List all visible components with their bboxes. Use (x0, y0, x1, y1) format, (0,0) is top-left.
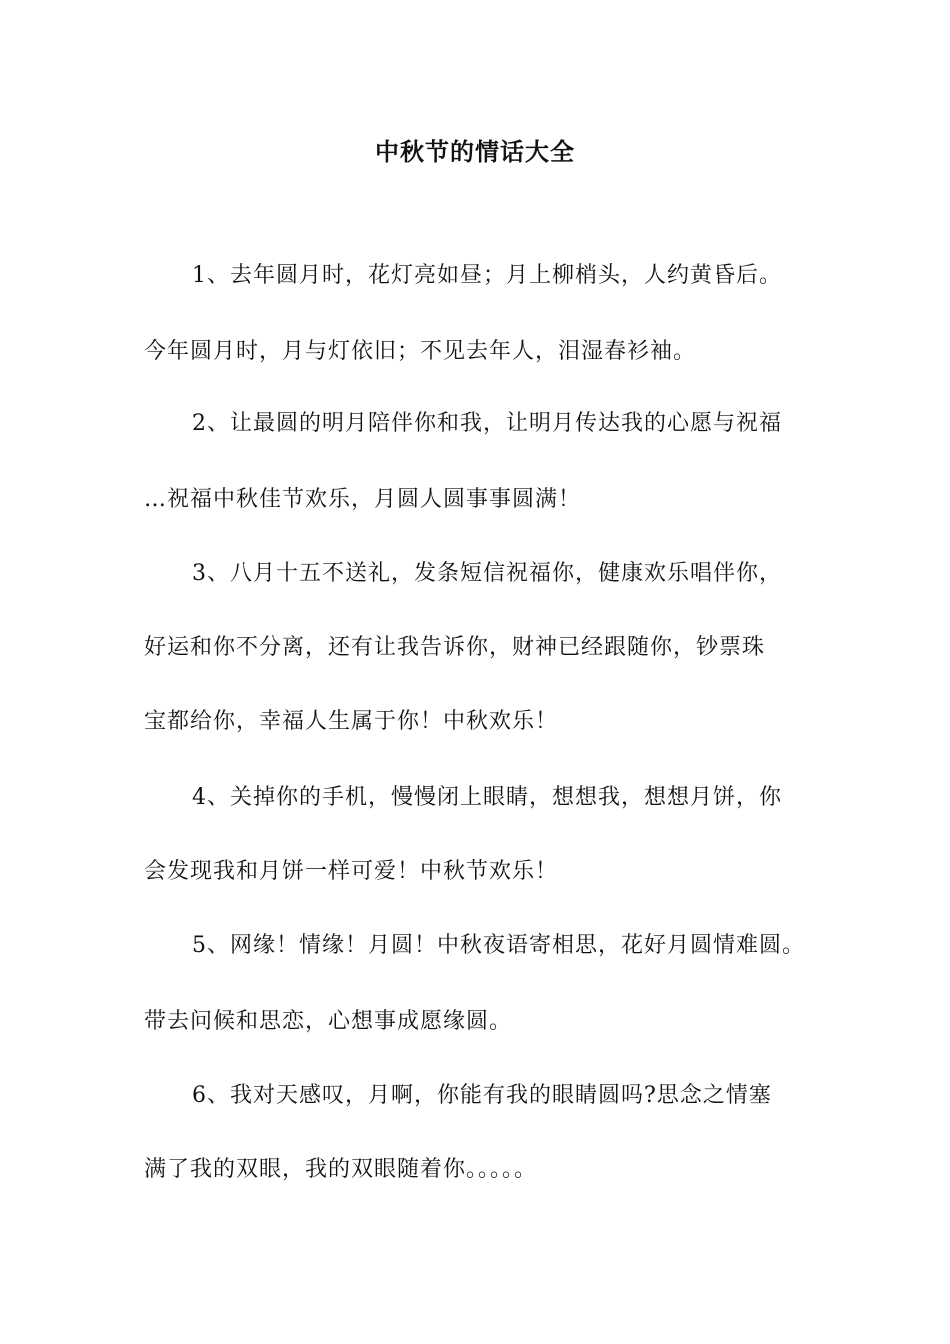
text-line: …祝福中秋佳节欢乐，月圆人圆事事圆满！ (144, 487, 582, 512)
text-line: 满了我的双眼，我的双眼随着你。。。。。 (144, 1157, 538, 1182)
text-line: 宝都给你，幸福人生属于你！中秋欢乐！ (144, 709, 559, 734)
text-line: 好运和你不分离，还有让我告诉你，财神已经跟随你，钞票珠 (144, 635, 766, 660)
document-title: 中秋节的情话大全 (375, 137, 575, 166)
text-line: 5、网缘！情缘！月圆！中秋夜语寄相思，花好月圆情难圆。 (192, 933, 805, 958)
text-line: 4、关掉你的手机，慢慢闭上眼睛，想想我，想想月饼，你 (192, 785, 782, 810)
text-line: 3、八月十五不送礼，发条短信祝福你，健康欢乐唱伴你， (192, 561, 782, 586)
text-line: 今年圆月时，月与灯依旧；不见去年人，泪湿春衫袖。 (144, 339, 697, 364)
text-line: 2、让最圆的明月陪伴你和我，让明月传达我的心愿与祝福 (192, 411, 782, 436)
text-line: 6、我对天感叹，月啊，你能有我的眼睛圆吗?思念之情塞 (192, 1083, 772, 1108)
text-line: 1、去年圆月时，花灯亮如昼；月上柳梢头，人约黄昏后。 (192, 263, 782, 288)
text-line: 会发现我和月饼一样可爱！中秋节欢乐！ (144, 859, 559, 884)
text-line: 带去问候和思恋，心想事成愿缘圆。 (144, 1009, 513, 1034)
